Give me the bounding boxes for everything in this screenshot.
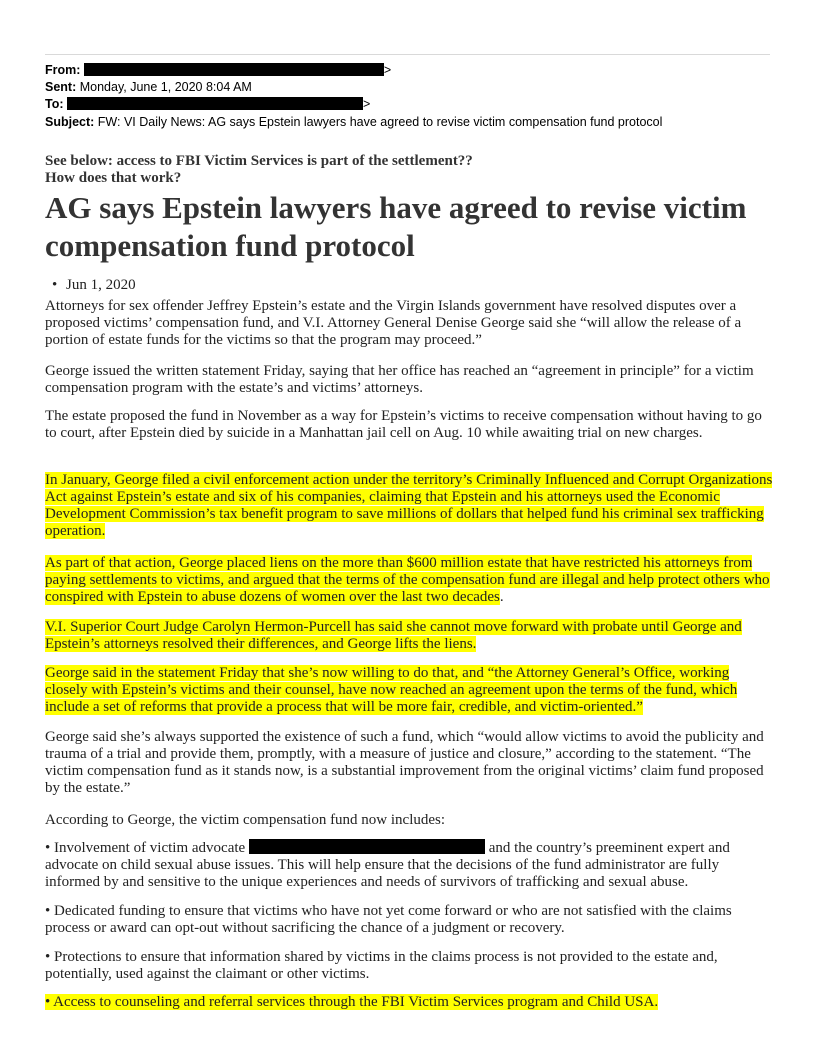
article-paragraph-highlighted bbox=[45, 619, 773, 653]
to-label: To: bbox=[45, 97, 64, 111]
bullet-item-highlighted bbox=[45, 994, 773, 1011]
redaction-bar bbox=[249, 839, 485, 854]
article-paragraph-highlighted bbox=[45, 555, 773, 606]
article-paragraph: Attorneys for sex offender Jeffrey Epstein’s estate and the Virgin Islands government have resolved disputes over a proposed victims’ compensation fund, and V.I. Attorney General Denise George said she “will allow the release of a portion of estate funds for the victims so that the program may proceed.” bbox=[45, 298, 742, 348]
highlight-text: In January, George filed a civil enforcement action under the territory’s Criminally Influenced and Corrupt Organizations Act against Epstein’s estate and six of his companies, claiming that Epstein and his attorneys used the Economic Development Commission’s tax benefit program to save millions of dollars that helped fund his criminal sex trafficking operation. bbox=[45, 472, 773, 539]
highlight-text: As part of that action, George placed liens on the more than $600 million estate that have restricted his attorneys from paying settlements to victims, and argued that the terms of the compensation fund are illegal and help protect others who conspired with Epstein to abuse dozens of women over the last two decades bbox=[45, 555, 770, 605]
bullet-item: • Protections to ensure that information shared by victims in the claims process is not provided to the estate and, potentially, used against the claimant or other victims. bbox=[45, 949, 718, 982]
email-sent bbox=[45, 79, 252, 95]
highlight-text: George said in the statement Friday that she’s now willing to do that, and “the Attorney General’s Office, working closely with Epstein’s victims and their counsel, have now reached an agreement upon the terms of the fund, which include a set of reforms that provide a process that will be more fair, credible, and victim-oriented.” bbox=[45, 665, 738, 715]
article-paragraph: George said she’s always supported the existence of such a fund, which “would allow victims to avoid the publicity and trauma of a trial and provide them, promptly, with a measure of justice and closure,” according to the statement. “The victim compensation fund as it stands now, is a substantial improvement from the original victims’ claim fund proposed by the estate.” bbox=[45, 729, 764, 796]
forward-note-line1: See below: access to FBI Victim Services is part of the settlement?? bbox=[45, 153, 473, 169]
article-paragraph: According to George, the victim compensation fund now includes: bbox=[45, 812, 446, 828]
forward-note-line2: How does that work? bbox=[45, 170, 182, 186]
sent-label: Sent: bbox=[45, 80, 77, 94]
article-paragraph-highlighted bbox=[45, 665, 773, 716]
from-label: From: bbox=[45, 63, 81, 77]
highlight-text: V.I. Superior Court Judge Carolyn Hermon-Purcell has said she cannot move forward with probate until George and Epstein’s attorneys resolved their differences, and George lifts the liens. bbox=[45, 619, 742, 652]
article-paragraph: George issued the written statement Friday, saying that her office has reached an “agreement in principle” for a victim compensation program with the estate’s and victims’ attorneys. bbox=[45, 363, 754, 396]
period: . bbox=[499, 589, 504, 605]
bullet-text: and the country’s preeminent expert and advocate on child sexual abuse issues. This will help ensure that the decisions of the fund administrator are fully informed by and sensitive to the unique experiences and needs of survivors of trafficking and sexual abuse. bbox=[45, 840, 730, 890]
article-headline: AG says Epstein lawyers have agreed to revise victim compensation fund protocol bbox=[45, 190, 747, 263]
to-suffix: > bbox=[363, 97, 371, 111]
article-paragraph: The estate proposed the fund in November as a way for Epstein’s victims to receive compensation without having to go to court, after Epstein died by suicide in a Manhattan jail cell on Aug. 10 while awaiting trial on new charges. bbox=[45, 408, 762, 441]
redaction-bar bbox=[67, 97, 363, 110]
subject-label: Subject: bbox=[45, 115, 95, 129]
bullet-item bbox=[45, 839, 773, 891]
email-from bbox=[45, 62, 391, 78]
highlight-text: • Access to counseling and referral services through the FBI Victim Services program and Child USA. bbox=[45, 994, 659, 1010]
sent-value: Monday, June 1, 2020 8:04 AM bbox=[79, 80, 252, 94]
email-subject bbox=[45, 114, 662, 130]
bullet-text: • Involvement of victim advocate bbox=[45, 840, 249, 856]
from-suffix: > bbox=[383, 63, 392, 77]
article-paragraph-highlighted bbox=[45, 472, 773, 540]
bullet-item: • Dedicated funding to ensure that victims who have not yet come forward or who are not satisfied with the claims process or award can opt-out without sacrificing the chance of a judgment or recovery. bbox=[45, 903, 732, 936]
article-date: • Jun 1, 2020 bbox=[66, 277, 136, 294]
email-to bbox=[45, 96, 370, 112]
redaction-bar bbox=[84, 63, 384, 76]
subject-value: FW: VI Daily News: AG says Epstein lawyers have agreed to revise victim compensation fund protocol bbox=[97, 115, 663, 129]
header-divider bbox=[45, 54, 770, 55]
